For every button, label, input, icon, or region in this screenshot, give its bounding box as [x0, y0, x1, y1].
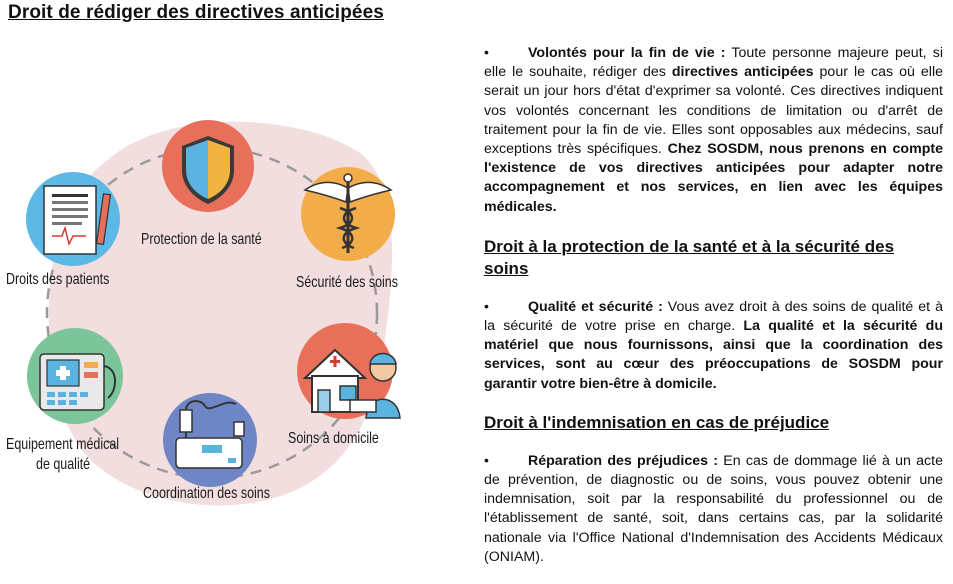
text-volontes-2: pour le cas où elle serait un jour hors d'état d'exprimer sa volonté. Ces directives indiquent vos volontés concernant les conditions de limitation ou d'arrêt de traitement pour la fin de vie. Elles sont opposables aux médecins, sauf exceptions très spécifiques. [484, 64, 943, 158]
bullet: • [484, 298, 489, 315]
lead-qualite: Qualité et sécurité : [528, 298, 663, 315]
rights-infographic [0, 38, 440, 579]
bold-directives: directives anticipées [671, 64, 814, 81]
text-qualite-1: Vous avez droit à des soins de qualité et à la sécurité de votre prise en charge. [484, 298, 943, 335]
bullet: • [484, 452, 489, 469]
infusion-pump-icon [163, 393, 257, 487]
rights-text-column [484, 44, 943, 567]
label-soins-domicile: Soins à domicile [288, 430, 379, 447]
lead-reparation: Réparation des préjudices : [528, 452, 718, 469]
label-equipement-line1: Equipement médical [6, 436, 120, 453]
section-reparation [484, 452, 943, 567]
bold-sosdm-directives: Chez SOSDM, nous prenons en compte l'existence de vos directives anticipées pour adapter notre accompagnement et nos services, en lien avec les équipes médicales. [484, 141, 943, 215]
section-title-protection: Droit à la protection de la santé et à la sécurité des soins [484, 236, 895, 278]
bold-qualite-materiel: La qualité et la sécurité du matériel que nous fournissons, ainsi que la coordination des services, sont au cœur des préoccupations de SOSDM pour garantir votre bien-être à domicile. [484, 318, 943, 392]
label-coordination-soins: Coordination des soins [143, 485, 270, 502]
text-volontes-1: Toute personne majeure peut, si elle le souhaite, rédiger des [484, 45, 943, 81]
label-securite-soins: Sécurité des soins [296, 274, 398, 291]
label-protection-sante: Protection de la santé [141, 231, 262, 248]
label-equipement-line2: de qualité [36, 456, 91, 473]
page-title: Droit de rédiger des directives anticipées [8, 2, 384, 23]
lead-volontes: Volontés pour la fin de vie : [528, 45, 726, 61]
caduceus-icon [301, 167, 395, 261]
text-reparation-1: En cas de dommage lié à un acte de prévention, de diagnostic ou de soins, vous pouvez obtenir une indemnisation, soit par la responsabilité du professionnel ou de l'établissement de santé, soit, dans certains cas, par la solidarité nationale via l'Office National d'Indemnisation des Accidents Médicaux (ONIAM). [484, 452, 943, 565]
section-title-indemnisation: Droit à l'indemnisation en cas de préjudice [484, 412, 830, 432]
bullet: • [484, 45, 489, 61]
shield-icon [162, 120, 254, 212]
section-qualite [484, 298, 943, 394]
label-droits-patients: Droits des patients [6, 271, 110, 288]
section-volontes [484, 44, 943, 217]
document-pen-icon [26, 172, 120, 266]
medical-device-icon [27, 328, 123, 424]
